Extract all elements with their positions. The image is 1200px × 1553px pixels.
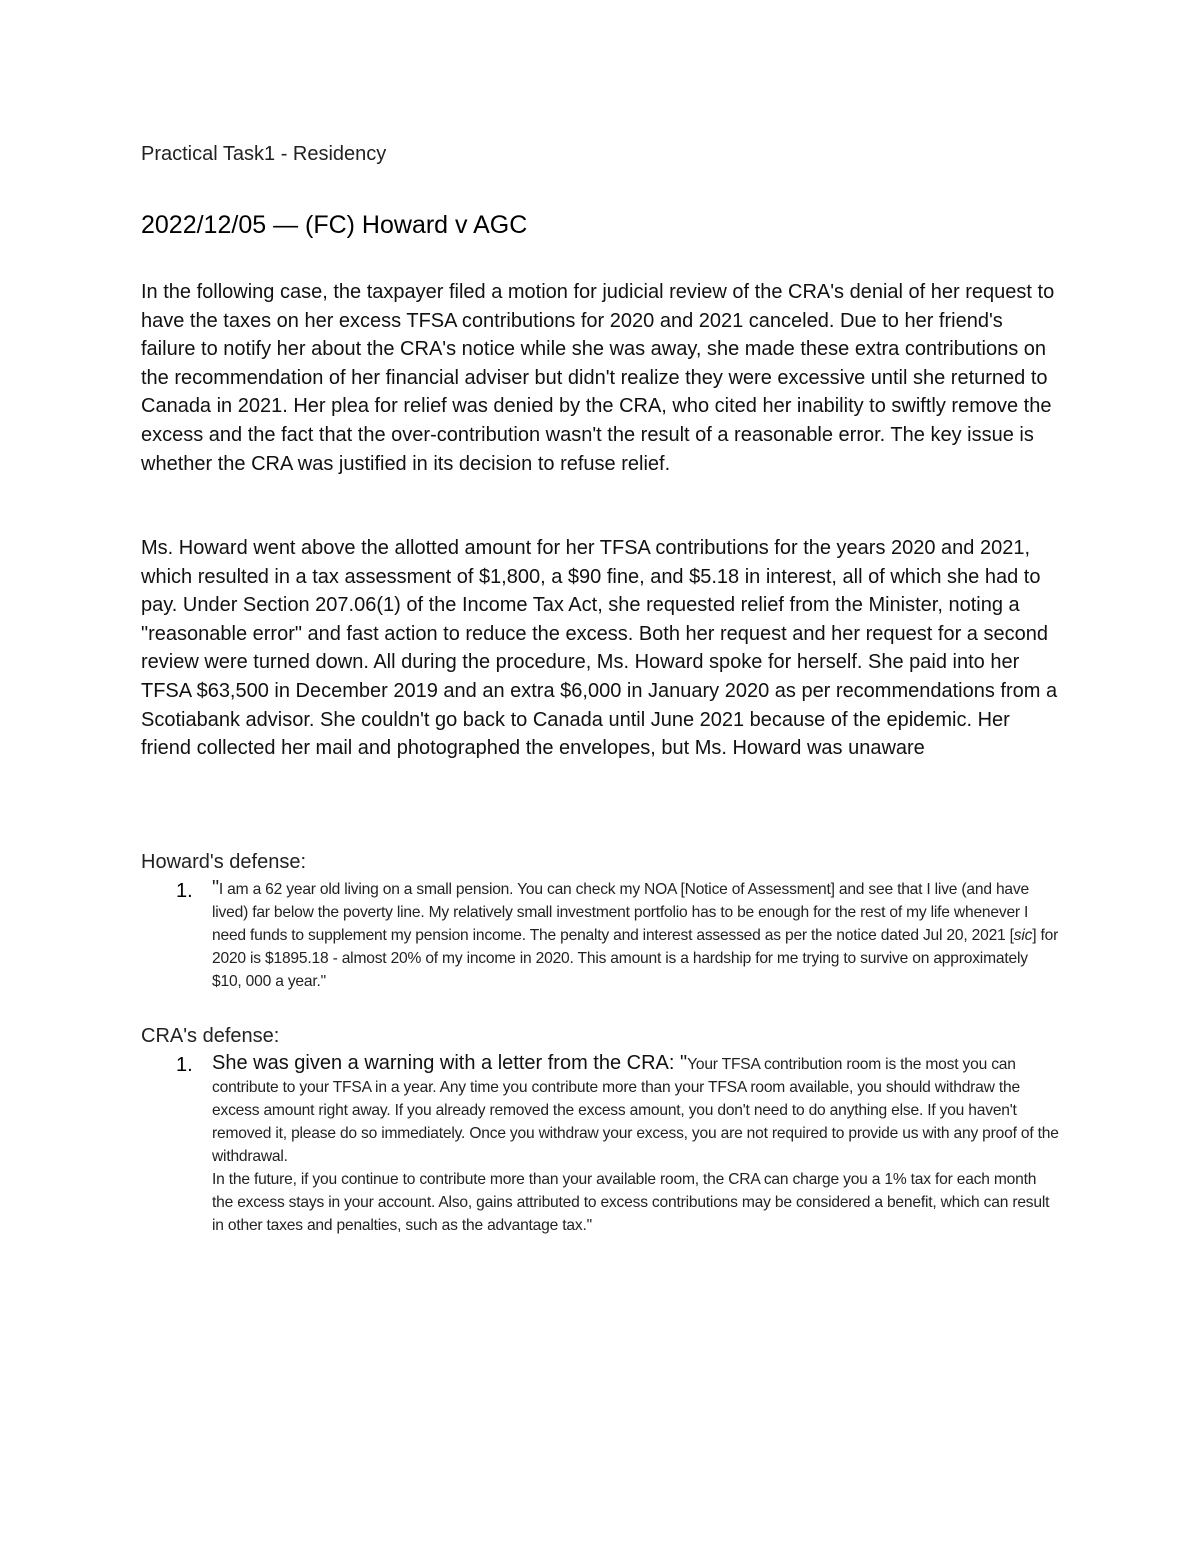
document-subtitle: Practical Task1 - Residency: [141, 143, 387, 165]
sic-marker: sic: [1013, 927, 1033, 944]
list-number: 1.: [176, 1054, 193, 1076]
howard-defense-list: [141, 878, 1061, 993]
howard-defense-label: Howard's defense:: [141, 851, 307, 873]
document-heading: 2022/12/05 — (FC) Howard v AGC: [141, 211, 528, 239]
cra-letter-quote-part2: In the future, if you continue to contribute more than your available room, the CRA can charge you a 1% tax for each month the excess stays in your account. Also, gains attributed to excess contributions may be considered a benefit, which can result in other taxes and penalties, such as the advantage tax.": [212, 1171, 1050, 1234]
list-number: 1.: [176, 880, 193, 902]
cra-defense-label: CRA's defense:: [141, 1025, 280, 1047]
cra-defense-list: [141, 1052, 1061, 1237]
open-quote-mark: ": [212, 877, 219, 899]
case-summary-paragraph: In the following case, the taxpayer filed a motion for judicial review of the CRA's denial of her request to have the taxes on her excess TFSA contributions for 2020 and 2021 canceled. Due to her friend's failure to notify her about the CRA's notice while she was away, she made these extra contributions on the recommendation of her financial adviser but didn't realize they were excessive until she returned to Canada in 2021. Her plea for relief was denied by the CRA, who cited her inability to swiftly remove the excess and the fact that the over-contribution wasn't the result of a reasonable error. The key issue is whether the CRA was justified in its decision to refuse relief.: [141, 281, 1055, 475]
howard-quote-text-before: I am a 62 year old living on a small pension. You can check my NOA [Notice of Assessment] and see that I live (and have lived) far below the poverty line. My relatively small investment portfolio has to be enough for the rest of my life whenever I need funds to supplement my pension income. The penalty and interest assessed as per the notice dated Jul 20, 2021 [: [212, 881, 1029, 944]
howard-quote: [212, 877, 1059, 990]
howard-quote-text-after: ] for 2020 is $1895.18 - almost 20% of my income in 2020. This amount is a hardship for me trying to survive on approximately $10, 000 a year.": [212, 927, 1059, 990]
list-item: [141, 878, 1061, 993]
cra-lead-text: She was given a warning with a letter from the CRA: ": [212, 1052, 688, 1074]
cra-letter-quote-part1: Your TFSA contribution room is the most you can contribute to your TFSA in a year. Any time you contribute more than your TFSA room available, you should withdraw the excess amount right away. If you already removed the excess amount, you don't need to do anything else. If you haven't removed it, please do so immediately. Once you withdraw your excess, you are not required to provide us with any proof of the withdrawal.: [212, 1056, 1059, 1165]
case-facts-paragraph: Ms. Howard went above the allotted amount for her TFSA contributions for the years 2020 and 2021, which resulted in a tax assessment of $1,800, a $90 fine, and $5.18 in interest, all of which she had to pay. Under Section 207.06(1) of the Income Tax Act, she requested relief from the Minister, noting a "reasonable error" and fast action to reduce the excess. Both her request and her request for a second review were turned down. All during the procedure, Ms. Howard spoke for herself. She paid into her TFSA $63,500 in December 2019 and an extra $6,000 in January 2020 as per recommendations from a Scotiabank advisor. She couldn't go back to Canada until June 2021 because of the epidemic. Her friend collected her mail and photographed the envelopes, but Ms. Howard was unaware: [141, 537, 1058, 760]
list-item: [141, 1052, 1061, 1237]
